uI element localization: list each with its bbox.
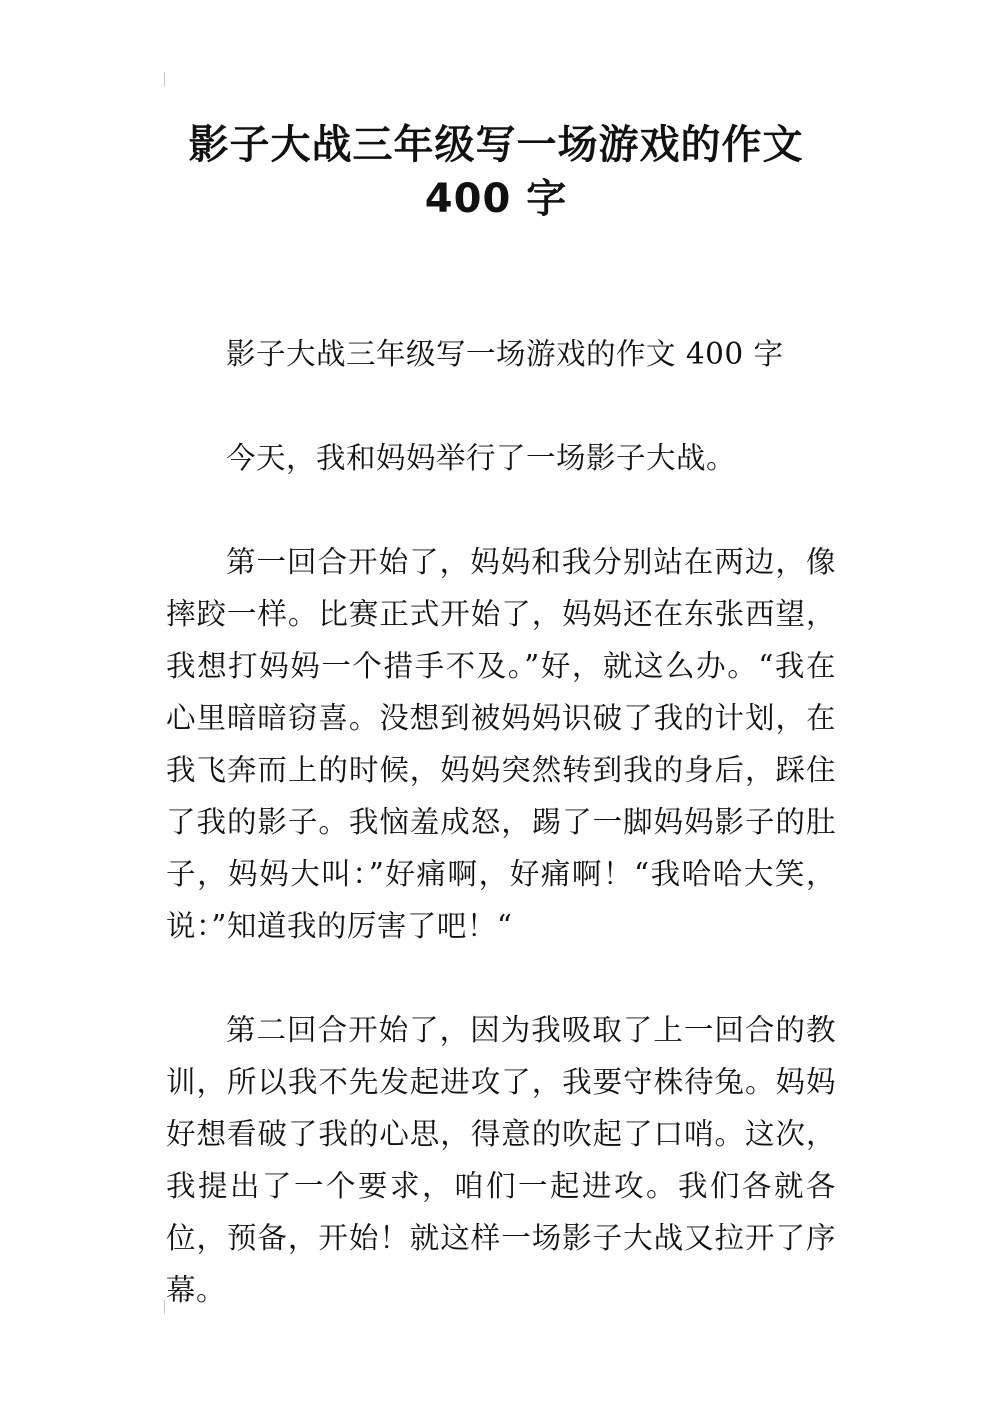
page-margin-mark-bottom: [164, 1300, 165, 1314]
paragraph-round-two: 第二回合开始了，因为我吸取了上一回合的教训，所以我不先发起进攻了，我要守株待兔。妈妈好想看破了我的心思，得意的吹起了口哨。这次，我提出了一个要求，咱们一起进攻。我们各就各位，预备，开始！就这样一场影子大战又拉开了序幕。: [166, 1013, 836, 1307]
paragraph-subtitle: 影子大战三年级写一场游戏的作文 400 字: [226, 337, 784, 371]
paragraph-intro: 今天，我和妈妈举行了一场影子大战。: [226, 441, 737, 475]
title-line-2: 400 字: [424, 176, 568, 222]
title-line-1: 影子大战三年级写一场游戏的作文: [188, 122, 804, 168]
document-title: [120, 118, 872, 226]
paragraph-round-one: 第一回合开始了，妈妈和我分别站在两边，像摔跤一样。比赛正式开始了，妈妈还在东张西望，我想打妈妈一个措手不及。”好，就这么办。“我在心里暗暗窃喜。没想到被妈妈识破了我的计划，在我飞奔而上的时候，妈妈突然转到我的身后，踩住了我的影子。我恼羞成怒，踢了一脚妈妈影子的肚子，妈妈大叫：”好痛啊，好痛啊！“我哈哈大笑，说：”知道我的厉害了吧！“: [166, 545, 836, 943]
page-margin-mark-top: [164, 72, 165, 86]
